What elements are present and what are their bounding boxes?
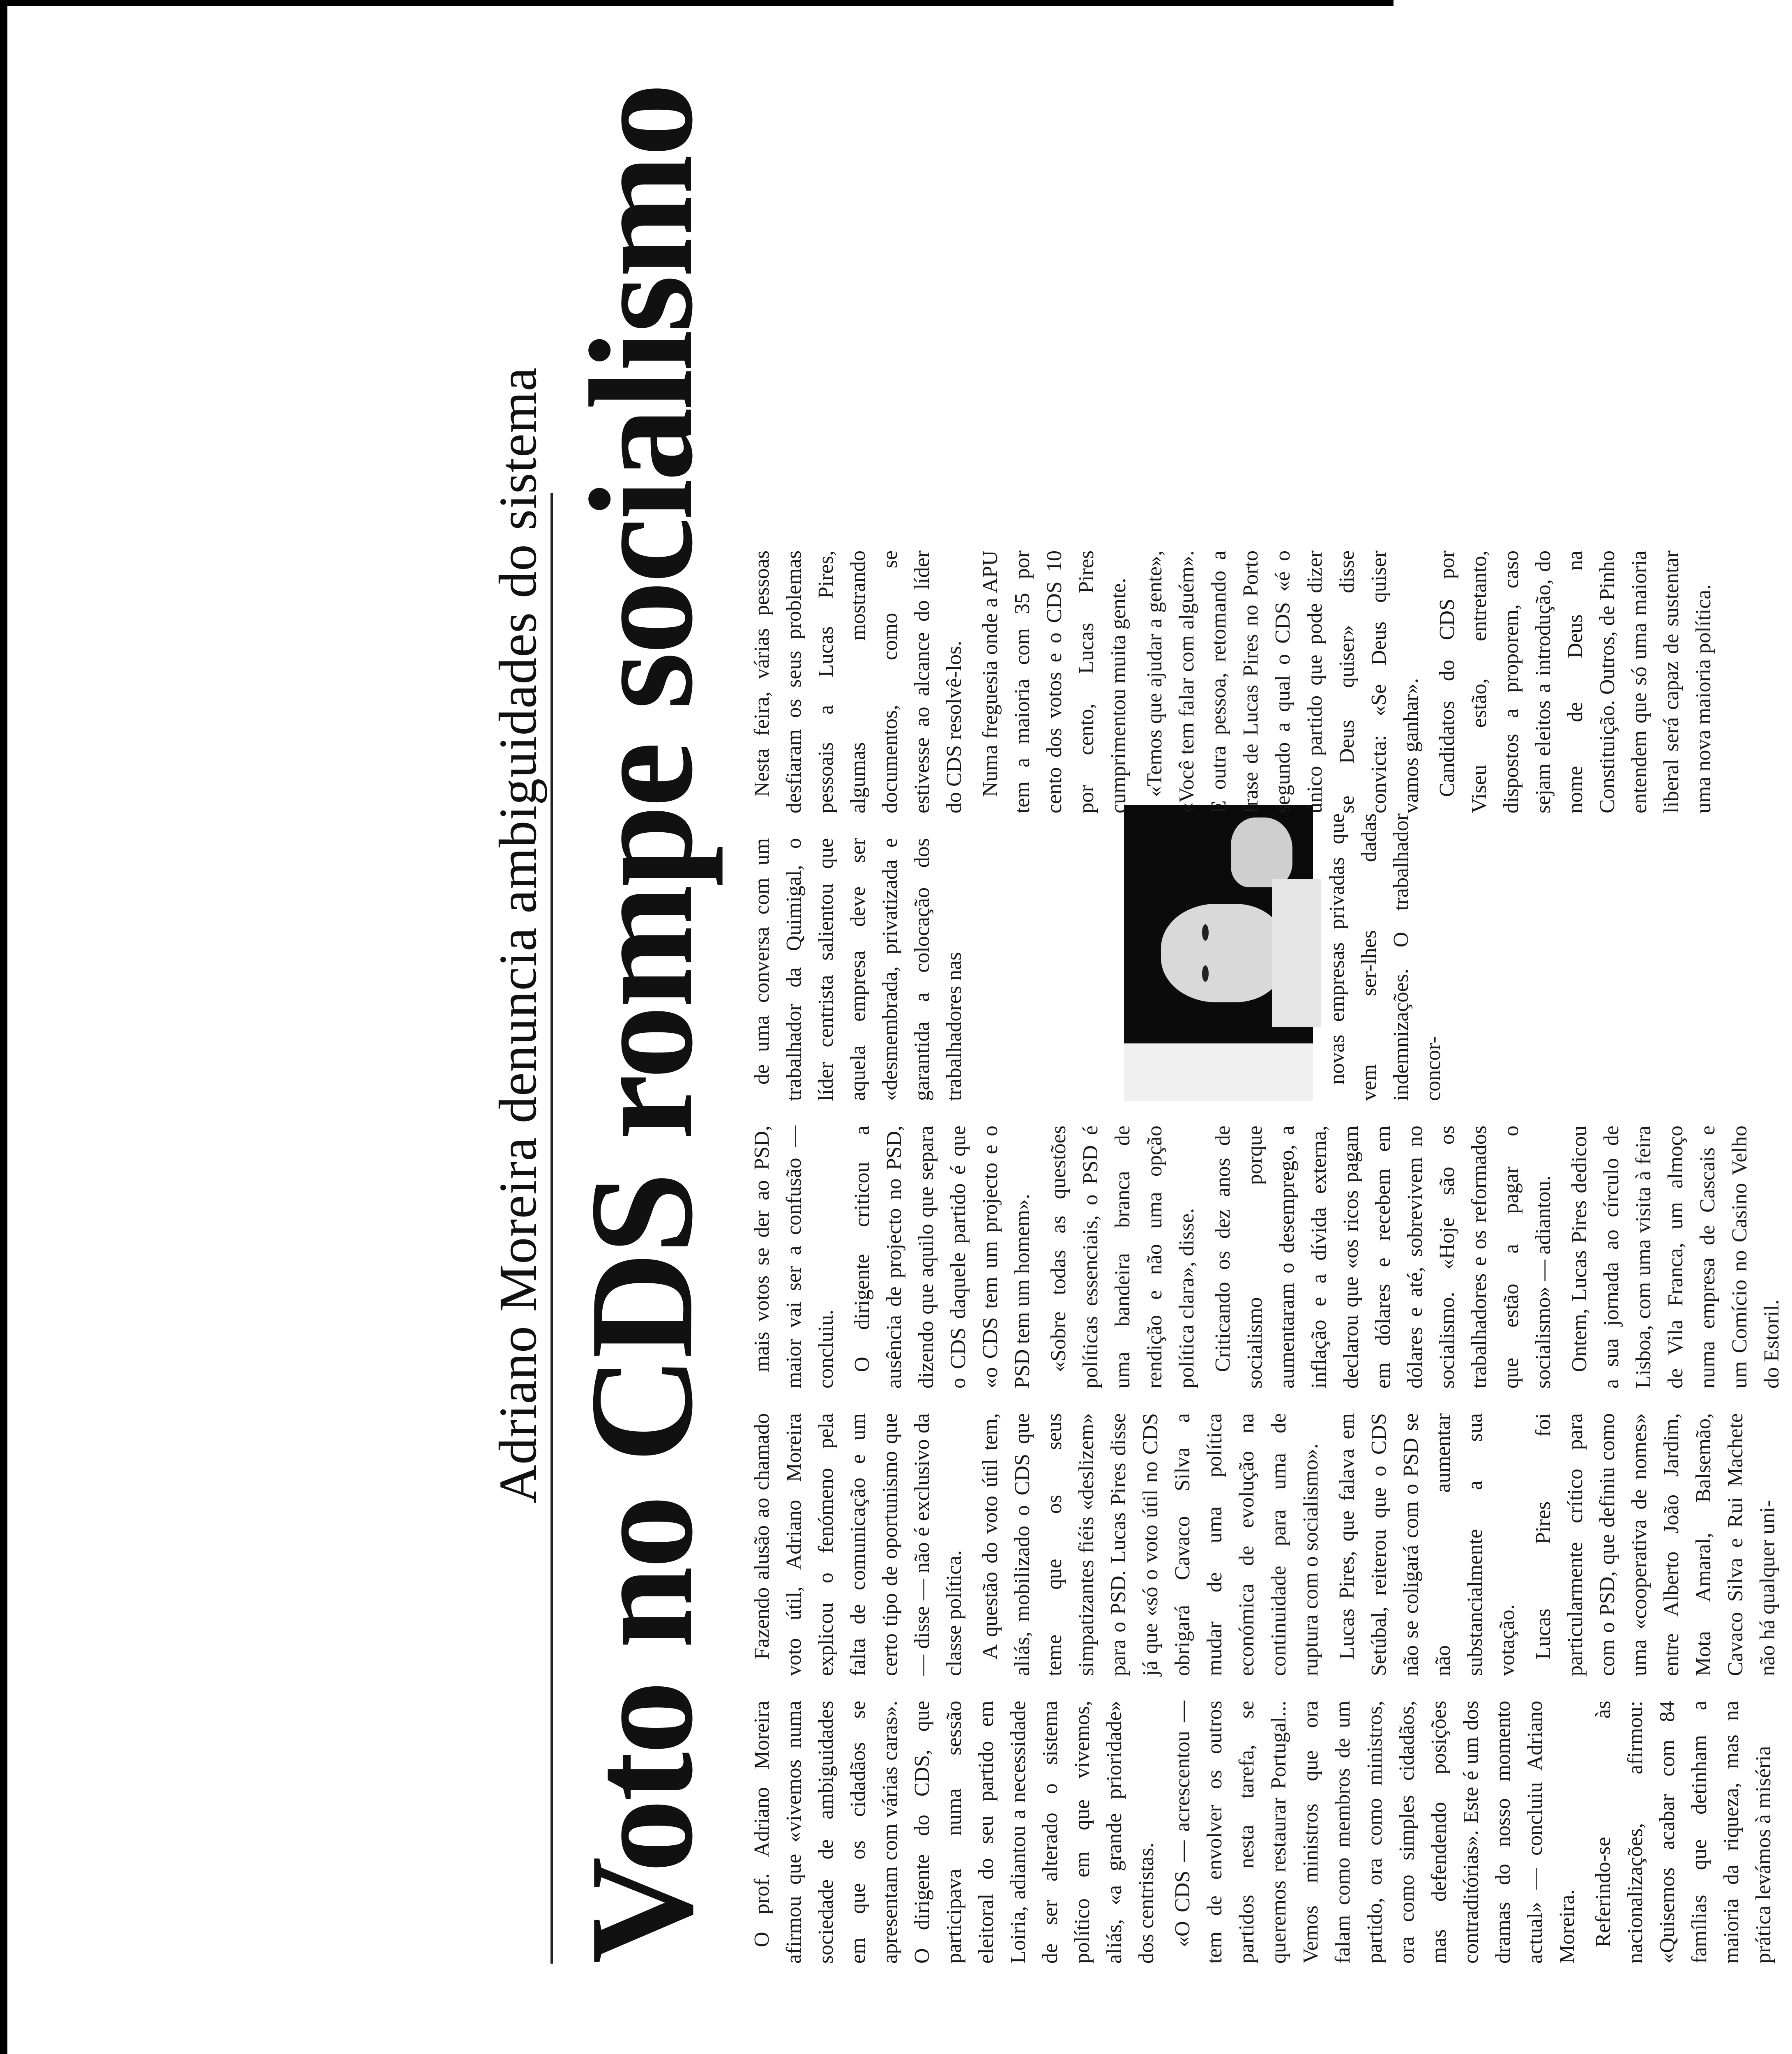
paragraph: Numa freguesia onde a APU tem a maioria com 35 por cento dos votos e o CDS 10 por cento, Lucas Pires cumprimentou muita gente.: [979, 550, 1130, 813]
article-column-2: [746, 1413, 1788, 1676]
paragraph: mais votos se der ao PSD, maior vai ser a confusão — concluiu.: [750, 1126, 838, 1389]
photo-detail: [1202, 965, 1209, 982]
article-column-1: [746, 1701, 1784, 1964]
paragraph: O dirigente criticou a ausência de projecto no PSD, dizendo que aquilo que separa o CDS daquele partido é que «o CDS tem um projecto e o PSD tem um homem».: [850, 1126, 1034, 1389]
paragraph: «O CDS — acrescentou — tem de envolver os outros partidos nesta tarefa, se queremos restaurar Portugal... Vemos ministros que ora falam como membros de um partido, ora como ministros, ora como simples cidadãos, mas defendendo posições contraditórias». Este é um dos dramas do nosso momento actual» — concluiu Adriano Moreira.: [1171, 1701, 1579, 1964]
article-column-4-continued: [1321, 813, 1453, 1101]
newspaper-clipping: [483, 85, 1783, 1964]
paragraph: de uma conversa com um trabalhador da Quimigal, o líder centrista salientou que aquela empresa deve ser «desmembrada, privatizada e garantida a colocação dos trabalhadores nas: [750, 838, 966, 1101]
paragraph: Nesta feira, várias pessoas desfiaram os seus problemas pessoais a Lucas Pires, algumas mostrando documentos, como se estivesse ao alcance do líder do CDS resolvê-los.: [750, 550, 966, 813]
scan-border-left: [0, 0, 7, 2054]
paragraph: Lucas Pires, que falava em Setúbal, reiterou que o CDS não se coligará com o PSD se não aumentar substancialmente a sua votação.: [1335, 1413, 1519, 1676]
article-column-5: [746, 550, 1724, 813]
paragraph: O prof. Adriano Moreira afirmou que «vivemos numa sociedade de ambiguidades em que os cidadãos se apresentam com várias caras». O dirigente do CDS, que participava numa sessão eleitoral do seu partido em Loiria, adiantou a necessidade de ser alterado o sistema político em que vivemos, aliás, «a grande prioridade» dos centristas.: [750, 1701, 1158, 1964]
paragraph: «Sobre todas as questões políticas essenciais, o PSD é uma bandeira branca de rendição e não uma opção política clara», disse.: [1047, 1126, 1198, 1389]
paragraph: Candidatos do CDS por Viseu estão, entretanto, dispostos a proporem, caso sejam eleitos a introdução, do nome de Deus na Constituição. Outros, de Pinho entendem que só uma maioria liberal será capaz de sustentar uma nova maioria política.: [1435, 550, 1715, 813]
photo-background: [1124, 1043, 1313, 1101]
scan-border-top: [0, 0, 1394, 6]
paragraph: Fazendo alusão ao chamado voto útil, Adriano Moreira explicou o fenómeno pela falta de comunicação e um certo tipo de oportunismo que — disse — não é exclusivo da classe política.: [750, 1413, 966, 1676]
article-column-3: [746, 1126, 1792, 1389]
paragraph: Referindo-se às nacionalizações, afirmou: «Quisemos acabar com 84 famílias que detinham a maioria da riqueza, mas na prática levámos à miséria: [1592, 1701, 1775, 1964]
paragraph: Lucas Pires foi particularmente crítico para com o PSD, que definiu como uma «cooperativa de nomes» entre Alberto João Jardim, Mota Amaral, Balsemão, Cavaco Silva e Rui Machete não há qualquer uni-: [1532, 1413, 1779, 1676]
paragraph: «Temos que ajudar a gente», «Você tem falar com alguém». E outra pessoa, retomando a frase de Lucas Pires no Porto segundo a qual o CDS «é o único partido que pode dizer se Deus quiser» disse convicta: «Se Deus quiser vamos ganhar».: [1143, 550, 1423, 813]
paragraph: A questão do voto útil tem, aliás, mobilizado o CDS que teme que os seus simpatizantes fiéis «deslizem» para o PSD. Lucas Pires disse já que «só o voto útil no CDS obrigará Cavaco Silva a mudar de uma política económica de evolução na continuidade para uma de ruptura com o socialismo».: [979, 1413, 1322, 1676]
article-photo: [1124, 805, 1313, 1101]
photo-shirt: [1272, 879, 1321, 1027]
article-column-4: [746, 838, 974, 1101]
photo-detail: [1202, 924, 1209, 941]
article-headline: Voto no CDS rompe socialismo: [559, 85, 723, 1964]
paragraph: Criticando os dez anos de socialismo porque aumentaram o desemprego, a inflação e a dívida externa, declarou que «os ricos pagam em dólares e recebem em dólares e até, sobrevivem no socialismo. «Hoje são os trabalhadores e os reformados que estão a pagar o socialismo» — adiantou.: [1211, 1126, 1555, 1389]
paragraph: novas empresas privadas que vem ser-lhes dadas indemnizações. O trabalhador concor-: [1325, 813, 1445, 1101]
photo-hand: [1231, 817, 1292, 887]
paragraph: Ontem, Lucas Pires dedicou a sua jornada ao círculo de Lisboa, com uma visita à feira de Vila Franca, um almoço numa empresa de Cascais e um Comício no Casino Velho do Estoril.: [1568, 1126, 1783, 1389]
article-kicker: Adriano Moreira denuncia ambiguidades do sistema: [483, 493, 553, 1964]
photo-portrait: [1161, 904, 1284, 1002]
